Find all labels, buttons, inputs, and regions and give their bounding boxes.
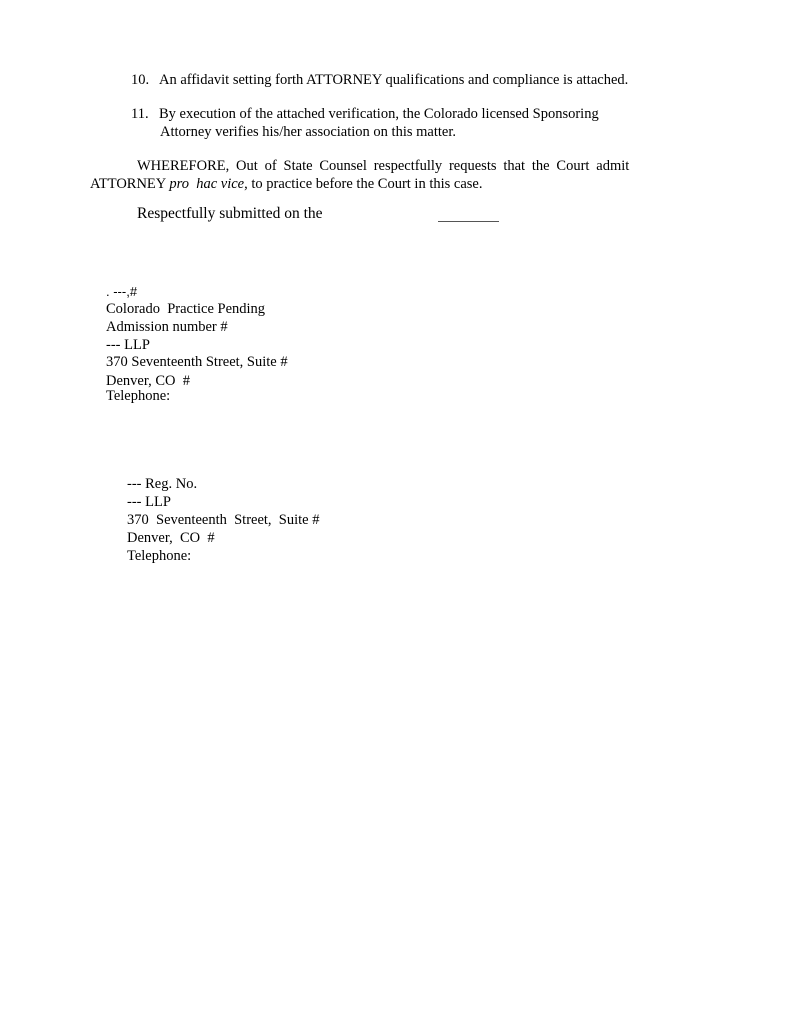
item-11-continuation: Attorney verifies his/her association on this matter. (160, 124, 456, 140)
submitted-line: Respectfully submitted on the (137, 205, 323, 222)
sponsor-street-address: 370 Seventeenth Street, Suite # (127, 512, 320, 528)
wherefore-suffix: , to practice before the Court in this case. (244, 176, 483, 192)
attorney-admission-number: Admission number # (106, 319, 228, 335)
wherefore-prefix: ATTORNEY (90, 176, 170, 192)
item-number: 10. (131, 72, 150, 88)
attorney-firm: --- LLP (106, 337, 150, 353)
item-text: An affidavit setting forth ATTORNEY qualifications and compliance is attached. (159, 72, 629, 88)
attorney-practice-status: Colorado Practice Pending (106, 301, 266, 317)
date-blank-line (438, 221, 499, 222)
sponsor-city-state: Denver, CO # (127, 530, 215, 546)
attorney-telephone: Telephone: (106, 388, 171, 404)
item-text-line-1: By execution of the attached verification, the Colorado licensed Sponsoring (159, 106, 599, 122)
sponsor-reg-number: --- Reg. No. (127, 476, 198, 492)
sponsor-firm: --- LLP (127, 494, 171, 510)
paragraph-item-11 (131, 105, 599, 123)
sponsor-telephone: Telephone: (127, 548, 192, 564)
pro-hac-vice-phrase: pro hac vice (169, 176, 245, 192)
attorney-name-line: . ---,# (106, 284, 138, 299)
attorney-street-address: 370 Seventeenth Street, Suite # (106, 354, 288, 370)
item-number: 11. (131, 106, 149, 122)
attorney-city-state: Denver, CO # (106, 373, 190, 389)
wherefore-line-2 (90, 175, 482, 193)
wherefore-line-1: WHEREFORE, Out of State Counsel respectfully requests that the Court admit (137, 158, 630, 174)
paragraph-item-10 (131, 71, 628, 89)
